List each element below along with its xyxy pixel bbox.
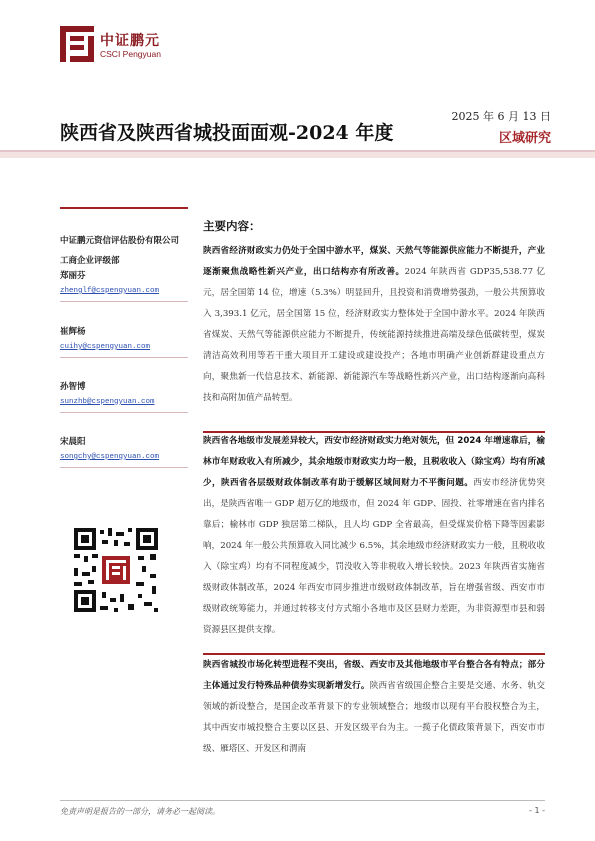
- report-date: 2025 年 6 月 13 日: [451, 110, 551, 123]
- analyst-divider: [60, 357, 188, 358]
- report-title: 陕西省及陕西省城投面面观-2024 年度: [60, 122, 394, 144]
- summary-paragraph: [203, 431, 545, 641]
- paragraph-lead: 陕西省城投市场化转型进程不突出，省级、西安市及其他地级市平台整合各有特点；部分主体通过发行特殊品种债券实现新增发行。: [203, 660, 545, 691]
- analyst-divider: [60, 467, 188, 468]
- sidebar-divider: [60, 207, 188, 209]
- department-name: 工商企业评级部: [60, 256, 120, 266]
- main-heading: 主要内容：: [203, 219, 261, 233]
- summary-paragraph: [203, 655, 545, 760]
- analyst-divider: [60, 301, 188, 302]
- footer-disclaimer: 免责声明是报告的一部分，请务必一起阅读。: [60, 807, 220, 816]
- page-number: - 1 -: [529, 806, 545, 815]
- paragraph-lead: 陕西省经济财政实力仍处于全国中游水平，煤炭、天然气等能源供应能力不断提升，产业逐渐聚焦战略性新兴产业，出口结构亦有所改善。: [203, 246, 545, 277]
- summary-paragraph: [203, 241, 545, 409]
- analyst-name: 郑丽芬: [60, 271, 86, 281]
- footer-divider: [60, 800, 545, 801]
- title-divider-band: [0, 152, 595, 158]
- analyst-email-link[interactable]: cuihy@cspengyuan.com: [60, 343, 151, 351]
- paragraph-lead: 陕西省各地级市发展差异较大，西安市经济财政实力绝对领先，但 2024 年增速靠后，榆林市年财政收入有所减少，其余地级市财政实力均一般，且税收收入（除宝鸡）均有所减少，陕西省各层级财政体制改革有助于缓解区域间财力不平衡问题。: [203, 436, 545, 488]
- analyst-name: 崔辉杨: [60, 327, 86, 337]
- paragraph-body: 陕西省省级国企整合主要是交通、水务、轨交领域的新设整合，是国企改革背景下的专业领域整合；地级市以现有平台股权整合为主，其中西安市城投整合主要以区县、开发区级平台为主。一揽子化债政策背景下，西安市市级、雁塔区、开发区和渭南: [203, 681, 545, 754]
- paragraph-body: 西安市经济优势突出，是陕西省唯一 GDP 超万亿的地级市，但 2024 年 GDP、固投、社零增速在省内排名靠后；榆林市 GDP 独居第二梯队，且人均 GDP 全省最高，但受煤炭价格下降等因素影响，2024 年一般公共预算收入同比减少 6.5%，其余地级市经济财政实力一般，且税收收入（除宝鸡）均有不同程度减少，罚没收入等非税收入增长较快。2023 年陕西省实施省级财政体制改革，2024 年西安市同步推进市级财政体制改革，旨在增强省级、西安市市级财政统筹能力，并通过转移支付方式缩小各地市及区县财力差距，为非资源型市县和弱资源县区提供支撑。: [203, 478, 545, 635]
- report-category: 区域研究: [498, 131, 551, 146]
- paragraph-body: 2024 年陕西省 GDP35,538.77 亿元，居全国第 14 位，增速（5.3%）明显回升，且投资和消费增势强劲，一般公共预算收入 3,393.1 亿元，居全国第 15 位，经济财政实力整体处于全国中游水平。2024 年陕西省煤炭、天然气等能源供应能力不断提升，传统能源持续推进高端及绿色低碳转型，煤炭清洁高效利用等若干重大项目开工建设或建设投产；各地市明确产业创新群建设重点方向，聚焦新一代信息技术、新能源、新能源汽车等战略性新兴产业，出口结构逐渐向高科技和高附加值产品转型。: [203, 267, 545, 403]
- logo-text-en: CSCI Pengyuan: [100, 49, 161, 59]
- analyst-divider: [60, 412, 188, 413]
- organization-name: 中证鹏元资信评估股份有限公司: [60, 236, 180, 246]
- logo-text-cn: 中证鹏元: [100, 33, 160, 49]
- analyst-email-link[interactable]: songchy@cspengyuan.com: [60, 453, 160, 461]
- analyst-email-link[interactable]: zhenglf@cspengyuan.com: [60, 287, 160, 295]
- company-logo: [60, 26, 180, 66]
- analyst-name: 孙智博: [60, 382, 86, 392]
- qr-code-icon: [72, 526, 160, 614]
- logo-mark-icon: [60, 26, 94, 62]
- analyst-email-link[interactable]: sunzhb@cspengyuan.com: [60, 398, 155, 406]
- analyst-name: 宋晨阳: [60, 437, 86, 447]
